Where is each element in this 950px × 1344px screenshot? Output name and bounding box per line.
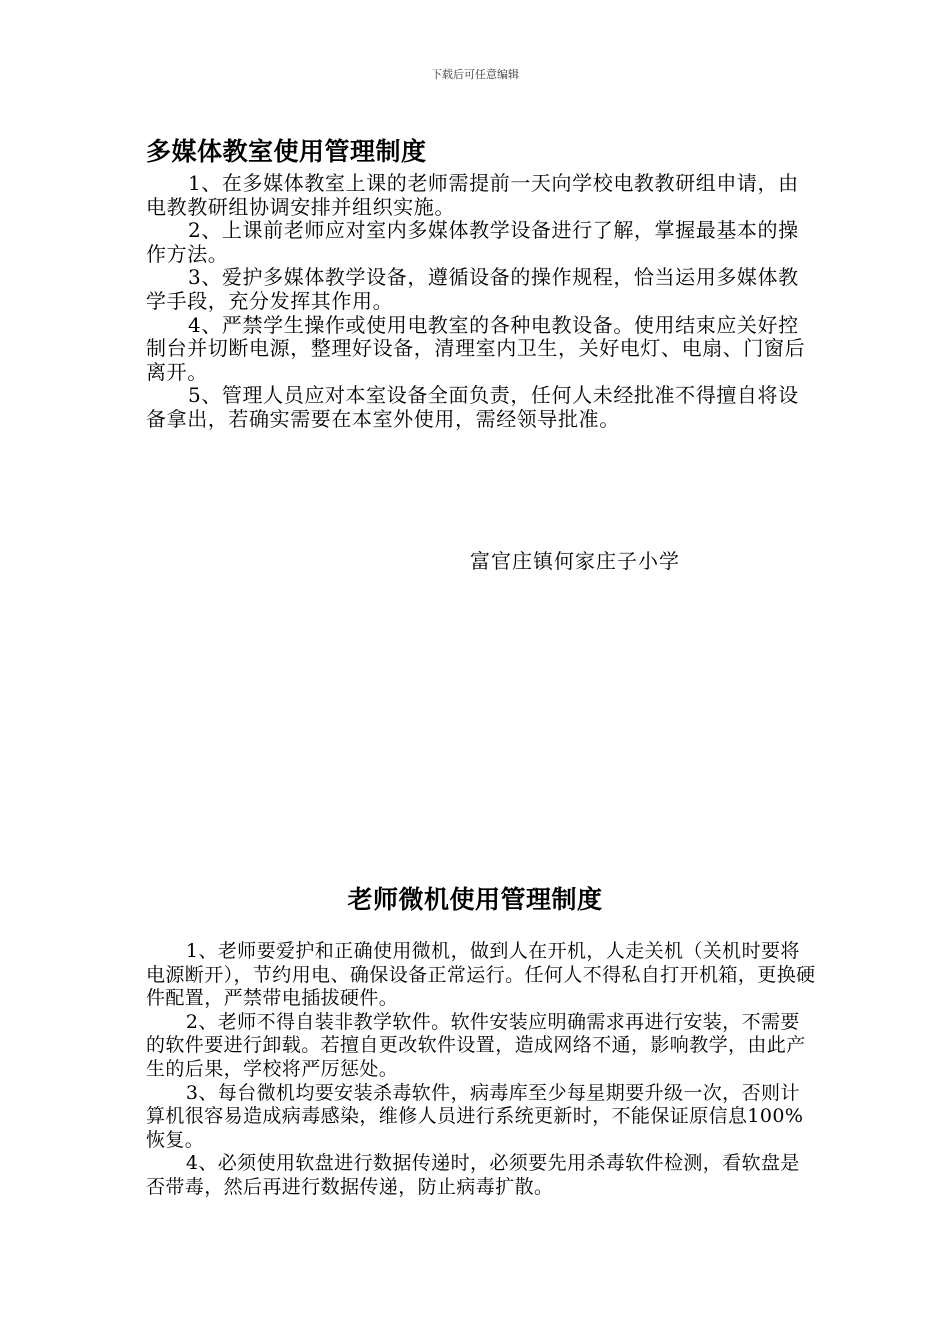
section2-item-1: 1、老师要爱护和正确使用微机，做到人在开机，人走关机（关机时要将电源断开），节约用电、确保设备正常运行。任何人不得私自打开机箱，更换硬件配置，严禁带电插拔硬件。 <box>146 940 816 1010</box>
section2-title: 老师微机使用管理制度 <box>347 885 603 914</box>
section1-item-4: 4、严禁学生操作或使用电教室的各种电教设备。使用结束应关好控制台并切断电源，整理好设备，清理室内卫生，关好电灯、电扇、门窗后离开。 <box>146 312 806 384</box>
section2-item-2: 2、老师不得自装非教学软件。软件安装应明确需求再进行安装，不需要的软件要进行卸载。若擅自更改软件设置，造成网络不通，影响教学，由此产生的后果，学校将严厉惩处。 <box>146 1010 806 1080</box>
header-note: 下载后可任意编辑 <box>431 68 519 81</box>
section1-item-5: 5、管理人员应对本室设备全面负责，任何人未经批准不得擅自将设备拿出，若确实需要在本室外使用，需经领导批准。 <box>146 383 799 431</box>
section1-item-1: 1、在多媒体教室上课的老师需提前一天向学校电教教研组申请，由电教教研组协调安排并组织实施。 <box>146 171 799 219</box>
section1-item-3: 3、爱护多媒体教学设备，遵循设备的操作规程，恰当运用多媒体教学手段，充分发挥其作用。 <box>146 265 799 313</box>
school-signature: 富官庄镇何家庄子小学 <box>470 549 680 573</box>
section2-body <box>146 940 816 1200</box>
section1-title: 多媒体教室使用管理制度 <box>146 137 427 166</box>
section2-item-3: 3、每台微机均要安装杀毒软件，病毒库至少每星期要升级一次，否则计算机很容易造成病毒感染，维修人员进行系统更新时，不能保证原信息100%恢复。 <box>146 1081 804 1151</box>
section1-item-2: 2、上课前老师应对室内多媒体教学设备进行了解，掌握最基本的操作方法。 <box>146 218 799 266</box>
section1-body <box>146 172 816 432</box>
section2-item-4: 4、必须使用软盘进行数据传递时，必须要先用杀毒软件检测，看软盘是否带毒，然后再进行数据传递，防止病毒扩散。 <box>146 1152 800 1198</box>
